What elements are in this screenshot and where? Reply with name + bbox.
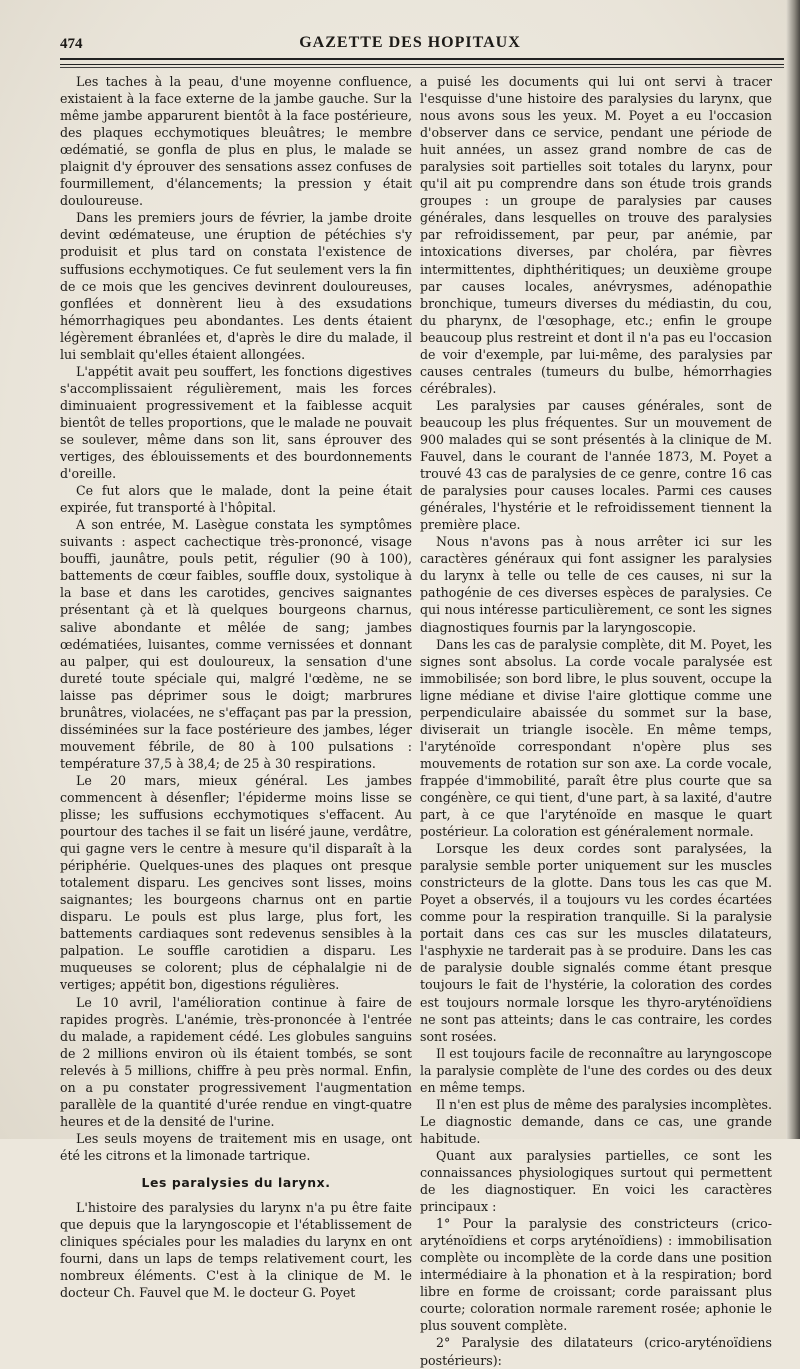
paragraph: L'appétit avait peu souffert, les fonctions digestives s'accomplissaient régulièrement, mais les forces diminuaient progressivement et la faiblesse acquit bientôt de telles proportions, que le malade ne pouvait se soulever, même dans son lit, sans éprouver des vertiges, des éblouissements et des bourdonnements d'oreille. xyxy=(60,363,412,482)
paragraph: Dans les premiers jours de février, la jambe droite devint œdémateuse, une éruption de pétéchies s'y produisit et plus tard on constata l'existence de suffusions ecchymotiques. Ce fut seulement vers la fin de ce mois que les gencives devinrent douloureuses, gonflées et donnèrent lieu à des exsudations hémorrhagiques peu abondantes. Les dents étaient légèrement ébranlées et, d'après le dire du malade, il lui semblait qu'elles étaient allongées. xyxy=(60,210,412,362)
header-double-rule xyxy=(60,58,784,65)
page-header xyxy=(34,30,786,56)
paragraph: Les paralysies par causes générales, sont de beaucoup les plus fréquentes. Sur un mouvement de 900 malades qui se sont présentés à la clinique de M. Fauvel, dans le courant de l'année 1873, M. Poyet a trouvé 43 cas de paralysies de ce genre, contre 16 cas de paralysies pour causes locales. Parmi ces causes générales, l'hystérie et le refroidissement tiennent la première place. xyxy=(420,397,772,533)
paragraph: a puisé les documents qui lui ont servi à tracer l'esquisse d'une histoire des paralysies du larynx, que nous avons sous les yeux. M. Poyet a eu l'occasion d'observer dans ce service, pendant une période de huit années, un assez grand nombre de cas de paralysies soit partielles soit totales du larynx, pour qu'il ait pu comprendre dans son étude trois grands groupes : un groupe de paralysies par causes générales, dans lesquelles on trouve des paralysies par refroidissement, par peur, par anémie, par intoxications diverses, par choléra, par fièvres intermittentes, diphthéritiques; un deuxième groupe par causes locales, anévrysmes, adénopathie bronchique, tumeurs diverses du médiastin, du cou, du pharynx, de l'œsophage, etc.; enfin le groupe beaucoup plus restreint et dont il n'a pas eu l'occasion de voir d'exemple, par lui-même, des paralysies par causes centrales (tumeurs du bulbe, hémorrhagies cérébrales). xyxy=(420,74,772,396)
section-title: Les paralysies du larynx. xyxy=(141,1175,331,1190)
paragraph: Il est toujours facile de reconnaître au laryngoscope la paralysie complète de l'une des cordes ou des deux en même temps. xyxy=(420,1045,772,1095)
paragraph: 2° Paralysie des dilatateurs (crico-aryténoïdiens postérieurs): xyxy=(420,1335,772,1368)
page-binding-edge xyxy=(786,0,800,1139)
paragraph: Il n'en est plus de même des paralysies incomplètes. Le diagnostic demande, dans ce cas, une grande habitude. xyxy=(420,1096,772,1146)
running-title: GAZETTE DES HOPITAUX xyxy=(299,34,521,51)
paragraph: Quant aux paralysies partielles, ce sont les connaissances physiologiques surtout qui permettent de les diagnostiquer. En voici les caractères principaux : xyxy=(420,1147,772,1215)
paragraph: Lorsque les deux cordes sont paralysées, la paralysie semble porter uniquement sur les muscles constricteurs de la glotte. Dans tous les cas que M. Poyet a observés, il a toujours vu les cordes écartées comme pour la respiration tranquille. Si la paralysie portait dans ces cas sur les muscles dilatateurs, l'asphyxie ne tarderait pas à se produire. Dans les cas de paralysie double signalés comme étant presque toujours le fait de l'hystérie, la coloration des cordes est toujours normale lorsque les thyro-aryténoïdiens ne sont pas atteints; dans le cas contraire, les cordes sont rosées. xyxy=(420,841,772,1044)
paragraph: Le 10 avril, l'amélioration continue à faire de rapides progrès. L'anémie, très-prononcée à l'entrée du malade, a rapidement cédé. Les globules sanguins de 2 millions environ où ils étaient tombés, se sont relevés à 5 millions, chiffre à peu près normal. Enfin, on a pu constater progressivement l'augmentation parallèle de la quantité d'urée rendue en vingt-quatre heures et de la densité de l'urine. xyxy=(60,994,412,1129)
paragraph: Dans les cas de paralysie complète, dit M. Poyet, les signes sont absolus. La corde vocale paralysée est immobilisée; son bord libre, le plus souvent, occupe la ligne médiane et divise l'aire glottique comme une perpendiculaire abaissée du sommet sur la base, diviserait un triangle isocèle. En même temps, l'aryténoïde correspondant n'opère plus ses mouvements de rotation sur son axe. La corde vocale, frappée d'immobilité, paraît être plus courte que sa congénère, ce qui tient, d'une part, à sa laxité, d'autre part, à ce que l'aryténoïde en masque le quart postérieur. La coloration est généralement normale. xyxy=(420,636,772,840)
paragraph: 1° Pour la paralysie des constricteurs (crico-aryténoïdiens et corps aryténoïdiens) : immobilisation complète ou incomplète de la corde dans une position intermédiaire à la phonation et à la respiration; bord libre en forme de croissant; corde paraissant plus courte; coloration normale rarement rosée; aphonie le plus souvent complète. xyxy=(420,1216,772,1334)
paragraph: Nous n'avons pas à nous arrêter ici sur les caractères généraux qui font assigner les paralysies du larynx à telle ou telle de ces causes, ni sur la pathogénie de ces diverses espèces de paralysies. Ce qui nous intéresse particulièrement, ce sont les signes diagnostiques fournis par la laryngoscopie. xyxy=(420,534,772,635)
right-column xyxy=(420,73,772,1369)
paragraph: A son entrée, M. Lasègue constata les symptômes suivants : aspect cachectique très-prononcé, visage bouffi, jaunâtre, pouls petit, régulier (90 à 100), battements de cœur faibles, souffle doux, systolique à la base et dans les carotides, gencives saignantes présentant çà et là quelques bourgeons charnus, salive abondante et mêlée de sang; jambes œdématiées, luisantes, comme vernissées et donnant au palper, qui est douloureux, la sensation d'une dureté toute spéciale qui, malgré l'œdème, ne se laisse pas déprimer sous le doigt; marbrures brunâtres, violacées, ne s'effaçant pas par la pression, disséminées sur la face postérieure des jambes, léger mouvement fébrile, de 80 à 100 pulsations : température 37,5 à 38,4; de 25 à 30 respirations. xyxy=(60,517,412,771)
paragraph: Ce fut alors que le malade, dont la peine était expirée, fut transporté à l'hôpital. xyxy=(60,483,412,516)
paragraph: L'histoire des paralysies du larynx n'a pu être faite que depuis que la laryngoscopie et l'établissement de cliniques spéciales pour les maladies du larynx en ont fourni, dans un laps de temps relativement court, les nombreux éléments. C'est à la clinique de M. le docteur Ch. Fauvel que M. le docteur G. Poyet xyxy=(60,1200,412,1301)
header-thin-rule xyxy=(60,67,784,68)
paragraph: Les taches à la peau, d'une moyenne confluence, existaient à la face externe de la jambe gauche. Sur la même jambe apparurent bientôt à la face postérieure, des plaques ecchymotiques bleuâtres; le membre œdématié, se gonfla de plus en plus, le malade se plaignit d'y éprouver des sensations assez confuses de fourmillement, d'élancements; la pression y était douloureuse. xyxy=(60,74,412,209)
page-number: 474 xyxy=(60,36,83,52)
paragraph: Le 20 mars, mieux général. Les jambes commencent à désenfler; l'épiderme moins lisse se plisse; les suffusions ecchymotiques s'effacent. Au pourtour des taches il se fait un liséré jaune, verdâtre, qui gagne vers le centre à mesure qu'il disparaît à la périphérie. Quelques-unes des plaques ont presque totalement disparu. Les gencives sont lisses, moins saignantes; les bourgeons charnus ont en partie disparu. Le pouls est plus large, plus fort, les battements cardiaques sont redevenus sensibles à la palpation. Le souffle carotidien a disparu. Les muqueuses se colorent; plus de céphalalgie ni de vertiges; appétit bon, digestions régulières. xyxy=(60,772,412,993)
left-column xyxy=(60,73,412,1301)
paragraph: Les seuls moyens de traitement mis en usage, ont été les citrons et la limonade tartrique. xyxy=(60,1130,412,1163)
